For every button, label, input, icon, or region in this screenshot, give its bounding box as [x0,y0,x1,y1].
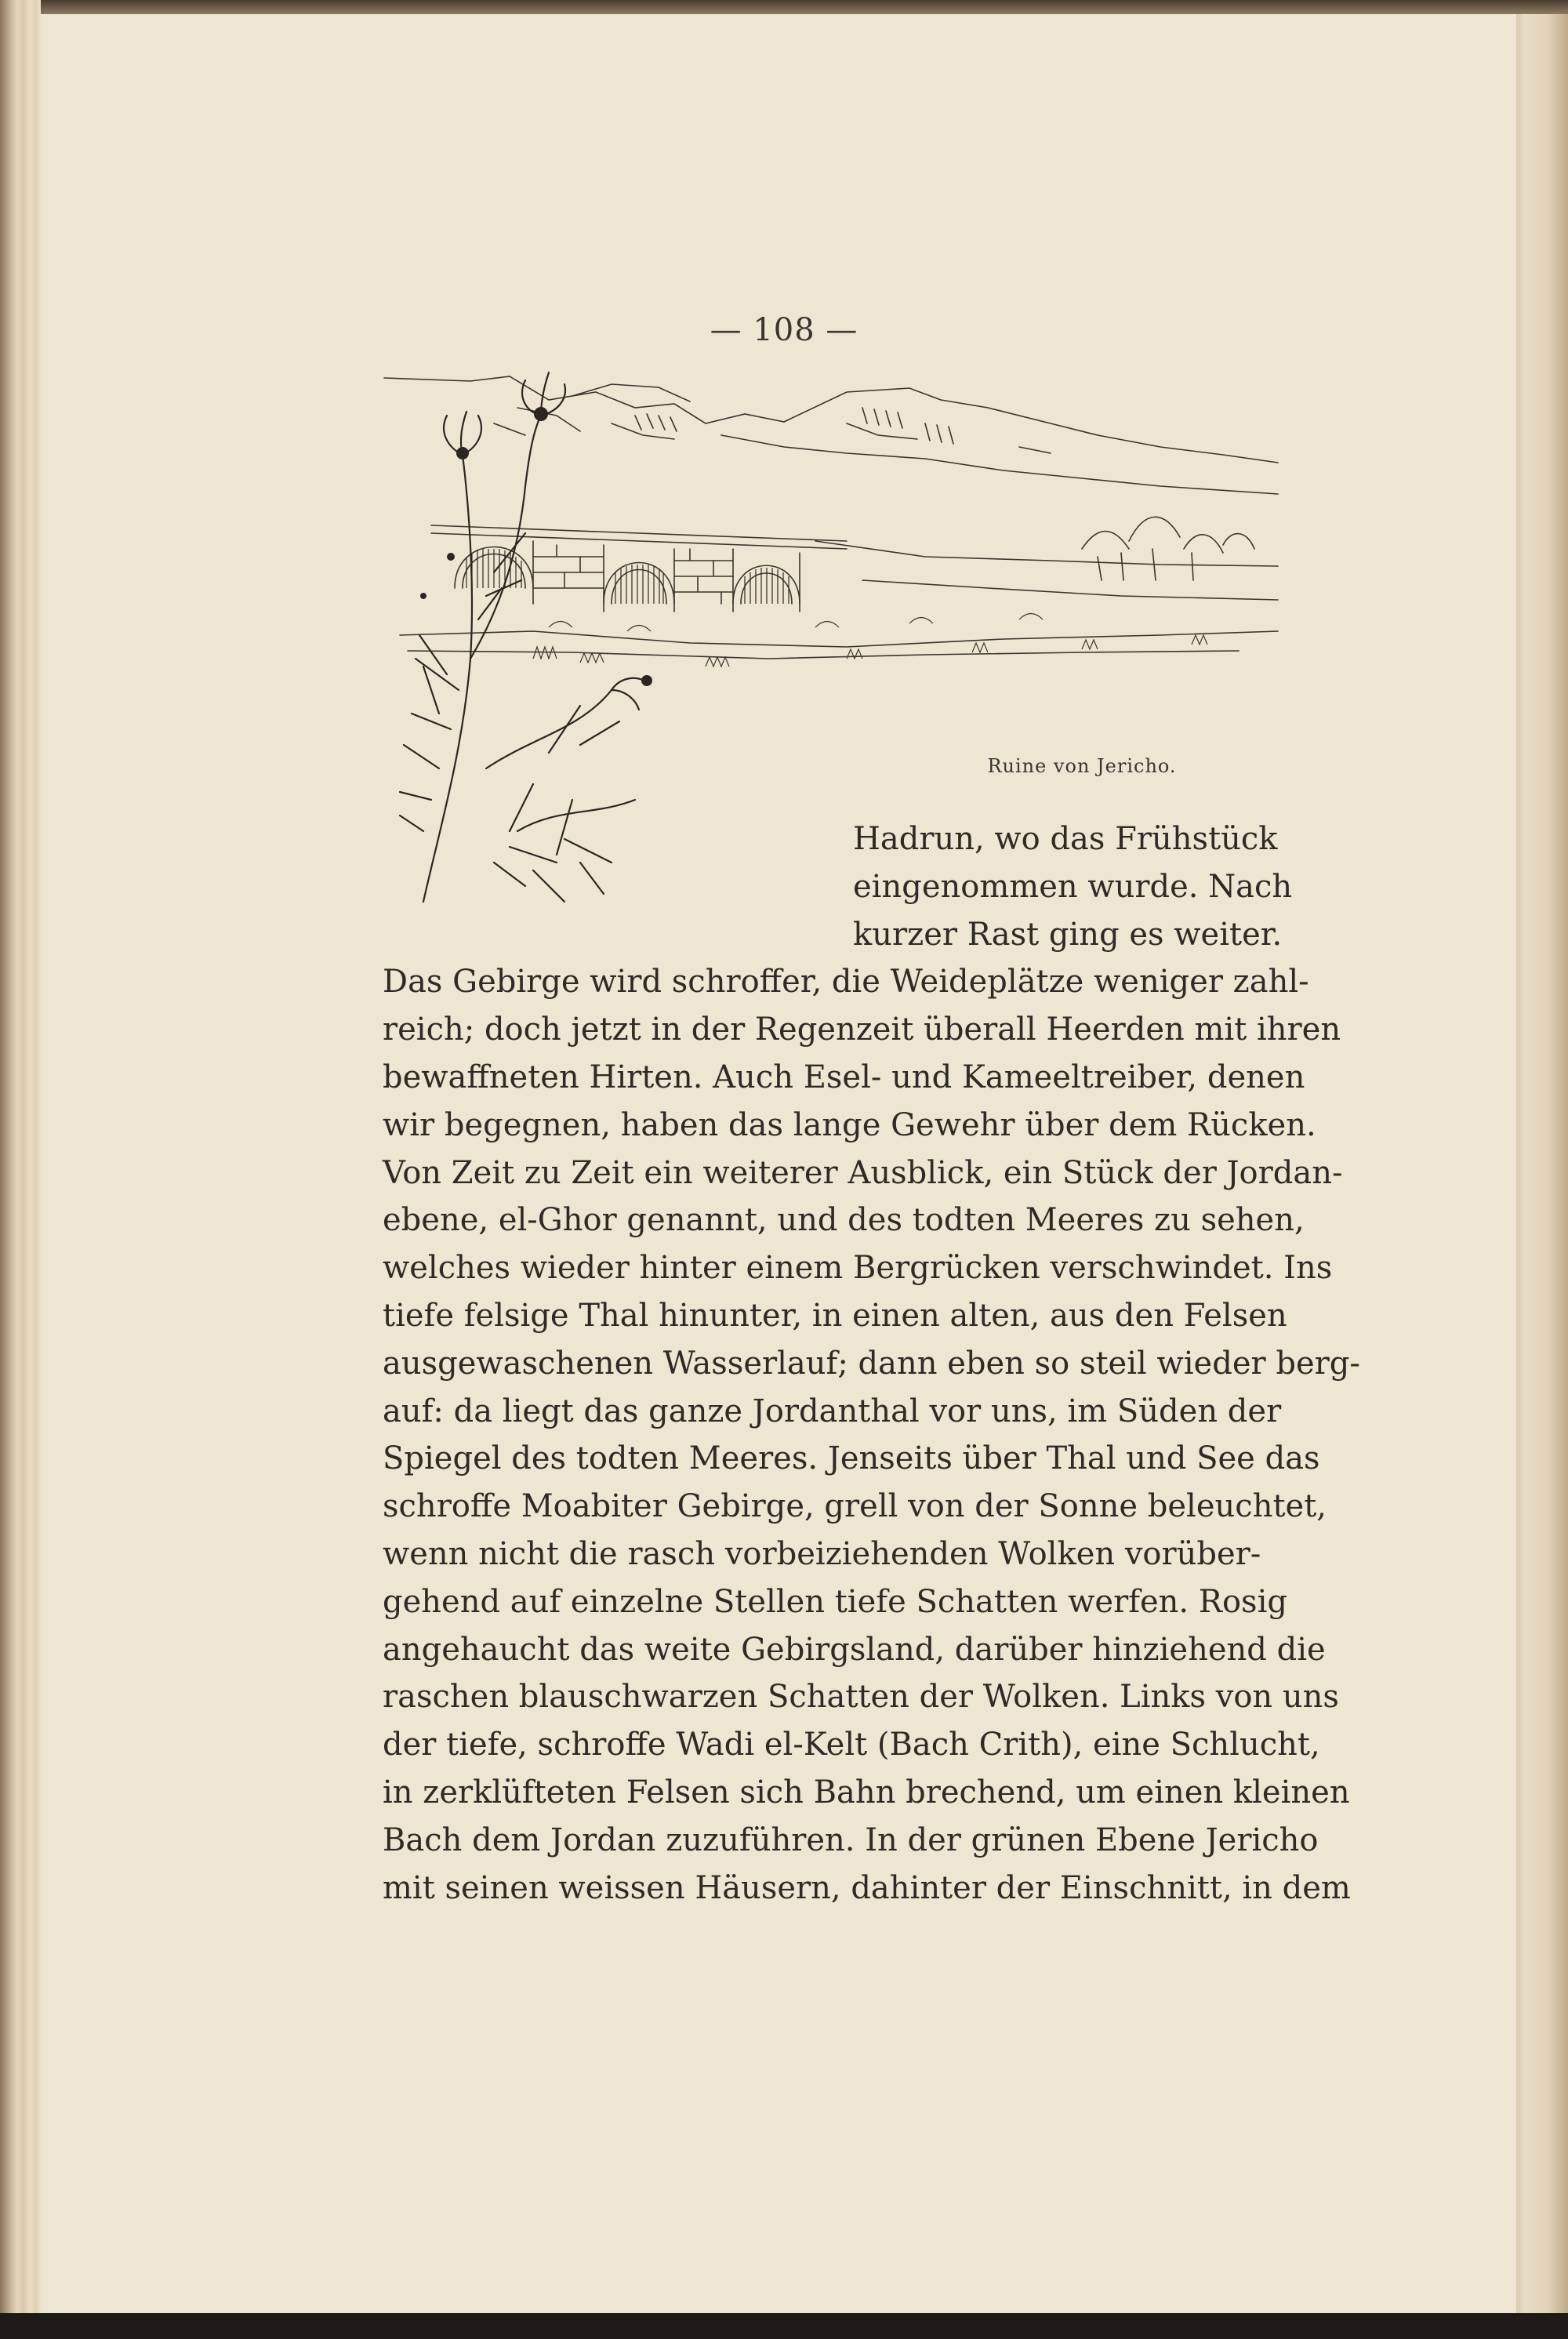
figure-caption: Ruine von Jericho. [987,755,1177,777]
page-number: — 108 — [710,312,858,348]
body-text [383,815,1360,1912]
text-line: Bach dem Jordan zuzuführen. In der grünen Ebene Jericho [383,1821,1319,1858]
text-line: gehend auf einzelne Stellen tiefe Schatten werfen. Rosig [383,1583,1287,1620]
text-line: kurzer Rast ging es weiter. [853,916,1283,953]
text-line: mit seinen weissen Häusern, dahinter der Einschnitt, in dem [383,1869,1351,1906]
text-line: bewaffneten Hirten. Auch Esel- und Kameeltreiber, denen [383,1059,1305,1095]
text-line: wenn nicht die rasch vorbeiziehenden Wolken vorüber- [383,1535,1261,1572]
text-line: in zerklüfteten Felsen sich Bahn brechend, um einen kleinen [383,1774,1350,1811]
text-line: ausgewaschenen Wasserlauf; dann eben so steil wieder berg- [383,1345,1360,1382]
text-line: wir begegnen, haben das lange Gewehr über dem Rücken. [383,1106,1316,1143]
text-line: Das Gebirge wird schroffer, die Weideplätze weniger zahl- [383,964,1309,1001]
text-line: welches wieder hinter einem Bergrücken verschwindet. Ins [383,1250,1333,1287]
book-top-edge [0,0,1568,14]
text-line: reich; doch jetzt in der Regenzeit überall Heerden mit ihren [383,1012,1341,1048]
text-line: tiefe felsige Thal hinunter, in einen alten, aus den Felsen [383,1297,1287,1334]
text-line: raschen blauschwarzen Schatten der Wolken. Links von uns [383,1679,1339,1716]
page-gutter-strip [1516,14,1568,2313]
text-line: der tiefe, schroffe Wadi el-Kelt (Bach Crith), eine Schlucht, [383,1727,1320,1763]
text-line: Spiegel des todten Meeres. Jenseits über Thal und See das [383,1440,1320,1477]
text-line: auf: da liegt das ganze Jordanthal vor uns, im Süden der [383,1393,1282,1429]
text-line: angehaucht das weite Gebirgsland, darüber hinziehend die [383,1631,1326,1668]
text-line: schroffe Moabiter Gebirge, grell von der Sonne beleuchtet, [383,1488,1327,1525]
text-line: eingenommen wurde. Nach [853,868,1293,905]
text-line: Von Zeit zu Zeit ein weiterer Ausblick, ein Stück der Jordan- [383,1154,1343,1191]
text-line: Hadrun, wo das Frühstück [853,821,1278,857]
scan-bottom-band [0,2313,1568,2339]
text-line: ebene, el-Ghor genannt, und des todten Meeres zu sehen, [383,1202,1305,1239]
